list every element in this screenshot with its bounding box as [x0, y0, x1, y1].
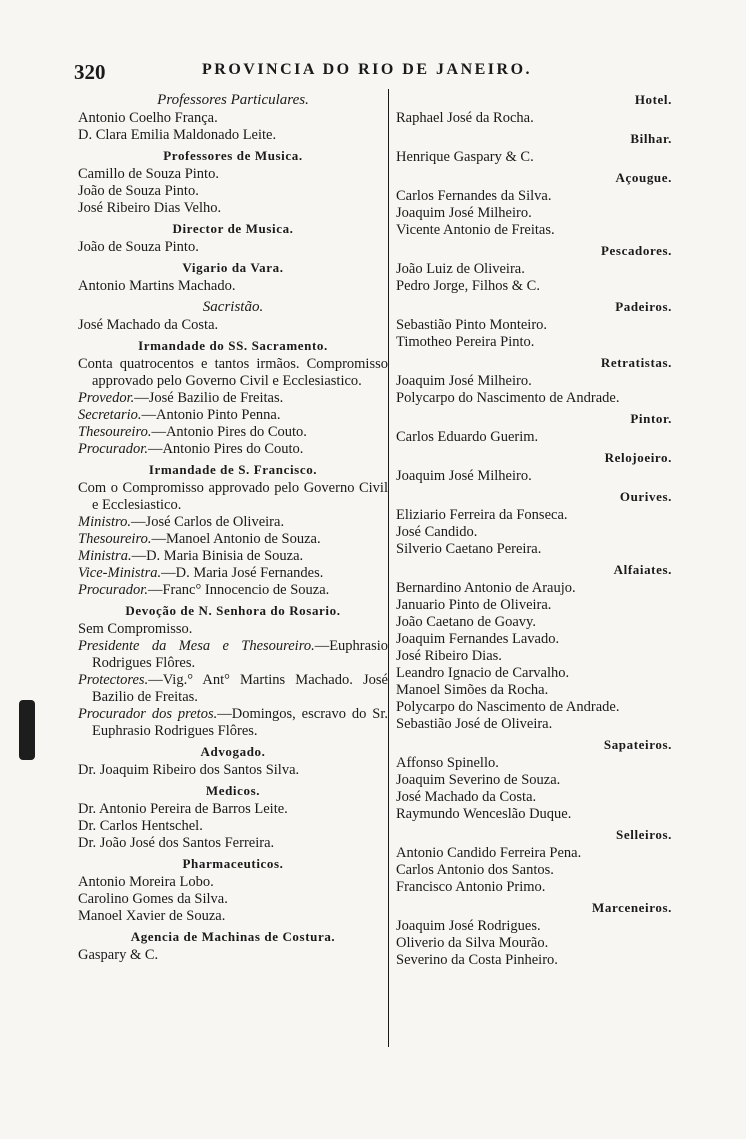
directory-entry: Leandro Ignacio de Carvalho.: [396, 665, 570, 681]
role-holder: —Euphrasio Rodrigues Flôres.: [92, 638, 388, 671]
directory-entry: Joaquim José Milheiro.: [396, 205, 532, 221]
directory-entry: Affonso Spinello.: [396, 755, 499, 771]
section-heading: Bilhar.: [630, 131, 672, 146]
directory-entry: José Candido.: [396, 524, 478, 540]
directory-entry: Dr. Carlos Hentschel.: [78, 818, 203, 834]
section-heading: Medicos.: [205, 783, 261, 798]
section-heading: Vigario da Vara.: [182, 260, 284, 275]
role-holder: —José Carlos de Oliveira.: [131, 514, 285, 530]
role-title: Procurador.: [78, 441, 148, 457]
directory-entry: Raymundo Wenceslão Duque.: [396, 806, 572, 822]
directory-entry: João de Souza Pinto.: [78, 183, 199, 199]
directory-entry: João Luiz de Oliveira.: [396, 261, 525, 277]
directory-entry: Antonio Martins Machado.: [78, 278, 236, 294]
section-heading: Irmandade de S. Francisco.: [148, 462, 318, 477]
directory-entry: Francisco Antonio Primo.: [396, 879, 546, 895]
directory-entry: Carlos Antonio dos Santos.: [396, 862, 554, 878]
directory-entry: Joaquim Fernandes Lavado.: [396, 631, 560, 647]
role-title: Secretario.: [78, 407, 142, 423]
role-title: Protectores.: [78, 672, 149, 688]
directory-entry: Carlos Eduardo Guerim.: [396, 429, 539, 445]
directory-entry: Manoel Xavier de Souza.: [78, 908, 226, 924]
role-title: Presidente da Mesa e Thesoureiro.: [78, 638, 315, 654]
right-column: [396, 88, 702, 969]
section-heading: Alfaiates.: [613, 562, 672, 577]
directory-entry: D. Clara Emilia Maldonado Leite.: [78, 127, 277, 143]
role-entry: [78, 407, 388, 424]
section-note: Conta quatrocentos e tantos irmãos. Compromisso approvado pelo Governo Civil e Ecclesiastico.: [78, 356, 388, 389]
directory-entry: Carolino Gomes da Silva.: [78, 891, 228, 907]
directory-entry: Polycarpo do Nascimento de Andrade.: [396, 699, 620, 715]
directory-entry: Joaquim José Milheiro.: [396, 373, 532, 389]
role-entry: [78, 672, 388, 706]
section-heading: Pharmaceuticos.: [182, 856, 284, 871]
role-title: Procurador dos pretos.: [78, 706, 218, 722]
role-entry: [78, 565, 388, 582]
directory-entry: Carlos Fernandes da Silva.: [396, 188, 552, 204]
directory-entry: Camillo de Souza Pinto.: [78, 166, 219, 182]
directory-entry: José Machado da Costa.: [78, 317, 219, 333]
role-entry: [78, 531, 388, 548]
directory-entry: Antonio Candido Ferreira Pena.: [396, 845, 582, 861]
section-note: Com o Compromisso approvado pelo Governo Civil e Ecclesiastico.: [78, 480, 388, 513]
directory-entry: Sebastião Pinto Monteiro.: [396, 317, 548, 333]
section-heading: Pintor.: [630, 411, 672, 426]
role-title: Thesoureiro.: [78, 424, 152, 440]
section-heading: Retratistas.: [600, 355, 672, 370]
directory-entry: Manoel Simões da Rocha.: [396, 682, 549, 698]
role-holder: —Manoel Antonio de Souza.: [151, 531, 321, 547]
role-title: Procurador.: [78, 582, 148, 598]
left-column: [78, 88, 388, 964]
page-header: [72, 60, 712, 86]
role-holder: —Vig.° Ant° Martins Machado. José Bazilio de Freitas.: [92, 672, 388, 705]
role-entry: [78, 424, 388, 441]
directory-entry: José Ribeiro Dias Velho.: [78, 200, 222, 216]
page-title: PROVINCIA DO RIO DE JANEIRO.: [202, 61, 533, 78]
role-holder: —Domingos, escravo do Sr. Euphrasio Rodrigues Flôres.: [92, 706, 388, 739]
page-number: 320: [74, 60, 106, 84]
directory-entry: Sebastião José de Oliveira.: [396, 716, 553, 732]
directory-entry: Gaspary & C.: [78, 947, 159, 963]
section-heading: Açougue.: [615, 170, 672, 185]
role-holder: —José Bazilio de Freitas.: [134, 390, 284, 406]
directory-entry: Sem Compromisso.: [78, 621, 193, 637]
directory-entry: Joaquim José Rodrigues.: [396, 918, 541, 934]
directory-entry: Antonio Coelho França.: [78, 110, 218, 126]
role-entry: [78, 706, 388, 740]
section-heading: Sacristão.: [202, 299, 264, 315]
role-entry: [78, 638, 388, 672]
section-heading: Advogado.: [200, 744, 266, 759]
directory-entry: Severino da Costa Pinheiro.: [396, 952, 558, 968]
directory-entry: Joaquim Severino de Souza.: [396, 772, 561, 788]
role-entry: [78, 582, 388, 599]
role-title: Ministro.: [78, 514, 132, 530]
section-heading: Professores Particulares.: [157, 92, 309, 108]
role-entry: [78, 441, 388, 458]
section-heading: Agencia de Machinas de Costura.: [130, 929, 336, 944]
directory-entry: Eliziario Ferreira da Fonseca.: [396, 507, 568, 523]
directory-entry: José Machado da Costa.: [396, 789, 537, 805]
directory-entry: Dr. João José dos Santos Ferreira.: [78, 835, 275, 851]
directory-entry: Joaquim José Milheiro.: [396, 468, 532, 484]
role-title: Vice-Ministra.: [78, 565, 162, 581]
role-entry: [78, 514, 388, 531]
directory-entry: Polycarpo do Nascimento de Andrade.: [396, 390, 620, 406]
role-holder: —D. Maria José Fernandes.: [161, 565, 324, 581]
directory-entry: Dr. Antonio Pereira de Barros Leite.: [78, 801, 288, 817]
section-heading: Sapateiros.: [603, 737, 672, 752]
directory-entry: João de Souza Pinto.: [78, 239, 199, 255]
directory-entry: Oliverio da Silva Mourão.: [396, 935, 549, 951]
directory-entry: Raphael José da Rocha.: [396, 110, 534, 126]
role-title: Thesoureiro.: [78, 531, 152, 547]
section-heading: Hotel.: [634, 92, 672, 107]
directory-entry: Vicente Antonio de Freitas.: [396, 222, 555, 238]
role-holder: —Franc° Innocencio de Souza.: [147, 582, 330, 598]
section-heading: Professores de Musica.: [163, 148, 303, 163]
section-heading: Selleiros.: [616, 827, 672, 842]
section-heading: Padeiros.: [615, 299, 672, 314]
role-title: Provedor.: [78, 390, 135, 406]
directory-entry: Henrique Gaspary & C.: [396, 149, 534, 165]
directory-entry: Timotheo Pereira Pinto.: [396, 334, 535, 350]
section-heading: Relojoeiro.: [604, 450, 672, 465]
role-holder: —D. Maria Binisia de Souza.: [131, 548, 304, 564]
directory-entry: Antonio Moreira Lobo.: [78, 874, 214, 890]
directory-entry: José Ribeiro Dias.: [396, 648, 502, 664]
directory-entry: João Caetano de Goavy.: [396, 614, 536, 630]
section-heading: Marceneiros.: [591, 900, 672, 915]
directory-entry: Silverio Caetano Pereira.: [396, 541, 542, 557]
role-holder: —Antonio Pires do Couto.: [151, 424, 307, 440]
role-holder: —Antonio Pires do Couto.: [147, 441, 304, 457]
column-divider: [388, 89, 389, 1047]
section-heading: Pescadores.: [601, 243, 672, 258]
section-heading: Director de Musica.: [172, 221, 294, 236]
directory-entry: Januario Pinto de Oliveira.: [396, 597, 552, 613]
role-entry: [78, 390, 388, 407]
directory-entry: Bernardino Antonio de Araujo.: [396, 580, 576, 596]
section-heading: Ourives.: [619, 489, 672, 504]
role-title: Ministra.: [78, 548, 132, 564]
role-entry: [78, 548, 388, 565]
section-heading: Devoção de N. Senhora do Rosario.: [125, 603, 341, 618]
directory-entry: Dr. Joaquim Ribeiro dos Santos Silva.: [78, 762, 300, 778]
directory-entry: Pedro Jorge, Filhos & C.: [396, 278, 540, 294]
role-holder: —Antonio Pinto Penna.: [141, 407, 281, 423]
page-edge-mark: [19, 700, 35, 760]
section-heading: Irmandade do SS. Sacramento.: [138, 338, 328, 353]
